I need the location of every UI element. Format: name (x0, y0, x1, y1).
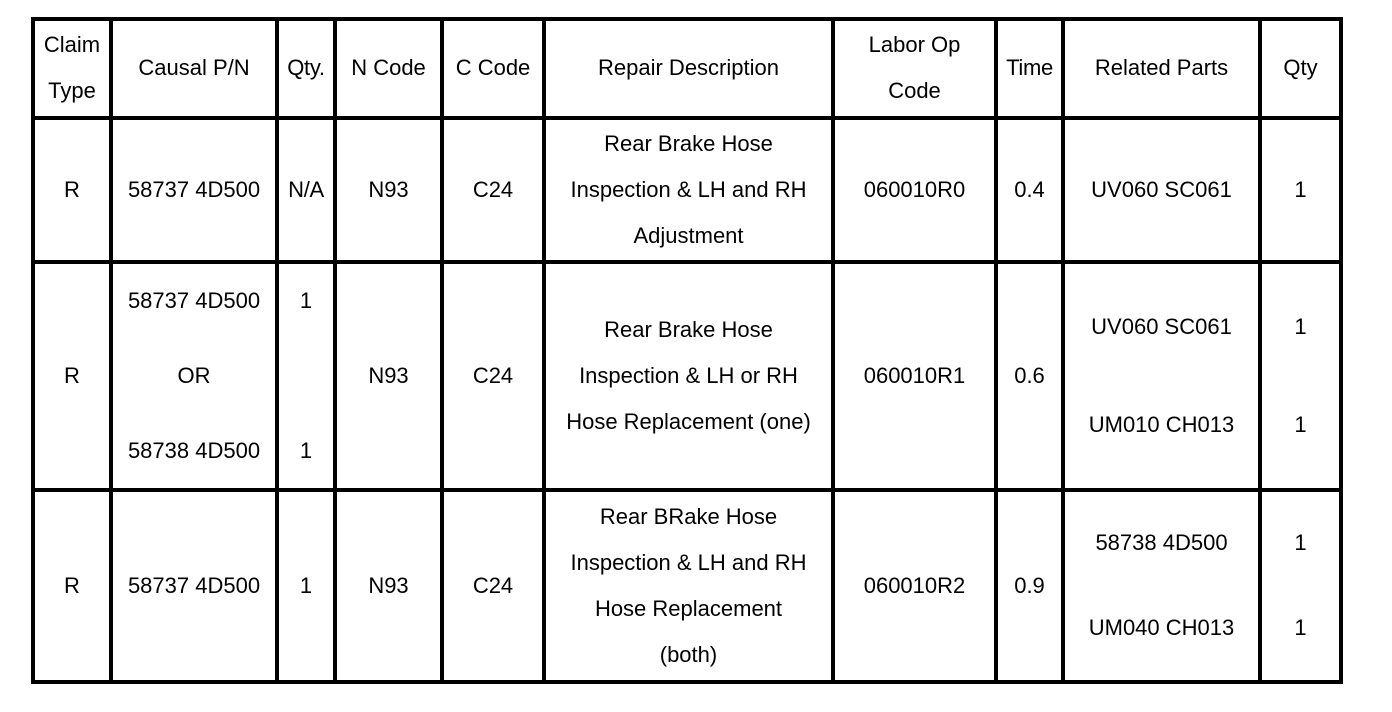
causal-pn-cell: 58737 4D500 (111, 490, 277, 682)
repair-description-cell: Rear Brake Hose Inspection & LH and RH Adjustment (544, 118, 833, 263)
n-code-cell: N93 (335, 118, 442, 263)
labor-op-code-cell: 060010R0 (833, 118, 996, 263)
table-row (33, 262, 1341, 489)
header-labor-op-code: Labor Op Code (833, 19, 996, 118)
n-code-cell: N93 (335, 490, 442, 682)
related-qty-1: 1 (1294, 530, 1307, 556)
related-part-2: UM040 CH013 (1088, 615, 1235, 641)
time-cell: 0.6 (996, 262, 1063, 489)
causal-pn-1: 58737 4D500 (127, 288, 261, 314)
header-repair-description: Repair Description (544, 19, 833, 118)
claim-table (31, 17, 1343, 684)
time-cell: 0.4 (996, 118, 1063, 263)
qty-cell (277, 262, 335, 489)
related-qty-cell: 1 (1260, 118, 1341, 263)
related-part-2: UM010 CH013 (1088, 412, 1235, 438)
table-row (33, 118, 1341, 263)
qty-1: 1 (299, 288, 313, 314)
causal-pn-cell (111, 262, 277, 489)
n-code-cell: N93 (335, 262, 442, 489)
causal-pn-cell: 58737 4D500 (111, 118, 277, 263)
claim-type-cell: R (33, 490, 111, 682)
header-related-qty: Qty (1260, 19, 1341, 118)
qty-2: 1 (299, 438, 313, 464)
related-qty-1: 1 (1294, 314, 1307, 340)
time-cell: 0.9 (996, 490, 1063, 682)
related-part-1: 58738 4D500 (1095, 530, 1228, 556)
c-code-cell: C24 (442, 262, 544, 489)
c-code-cell: C24 (442, 490, 544, 682)
related-parts-cell: UV060 SC061 (1063, 118, 1260, 263)
labor-op-code-cell: 060010R1 (833, 262, 996, 489)
related-parts-cell (1063, 262, 1260, 489)
related-parts-cell (1063, 490, 1260, 682)
qty-cell: 1 (277, 490, 335, 682)
qty-cell: N/A (277, 118, 335, 263)
claim-type-cell: R (33, 118, 111, 263)
related-qty-2: 1 (1294, 615, 1307, 641)
header-n-code: N Code (335, 19, 442, 118)
related-qty-cell (1260, 490, 1341, 682)
claim-type-cell: R (33, 262, 111, 489)
header-time: Time (996, 19, 1063, 118)
labor-op-code-cell: 060010R2 (833, 490, 996, 682)
header-claim-type: Claim Type (33, 19, 111, 118)
header-c-code: C Code (442, 19, 544, 118)
c-code-cell: C24 (442, 118, 544, 263)
repair-description-cell: Rear Brake Hose Inspection & LH or RH Hose Replacement (one) (544, 262, 833, 489)
table-row (33, 490, 1341, 682)
header-qty: Qty. (277, 19, 335, 118)
header-causal-pn: Causal P/N (111, 19, 277, 118)
causal-pn-or: OR (177, 363, 211, 389)
repair-description-cell: Rear BRake Hose Inspection & LH and RH Hose Replacement (both) (544, 490, 833, 682)
causal-pn-2: 58738 4D500 (127, 438, 261, 464)
header-related-parts: Related Parts (1063, 19, 1260, 118)
header-row (33, 19, 1341, 118)
related-qty-cell (1260, 262, 1341, 489)
related-qty-2: 1 (1294, 412, 1307, 438)
related-part-1: UV060 SC061 (1091, 314, 1232, 340)
